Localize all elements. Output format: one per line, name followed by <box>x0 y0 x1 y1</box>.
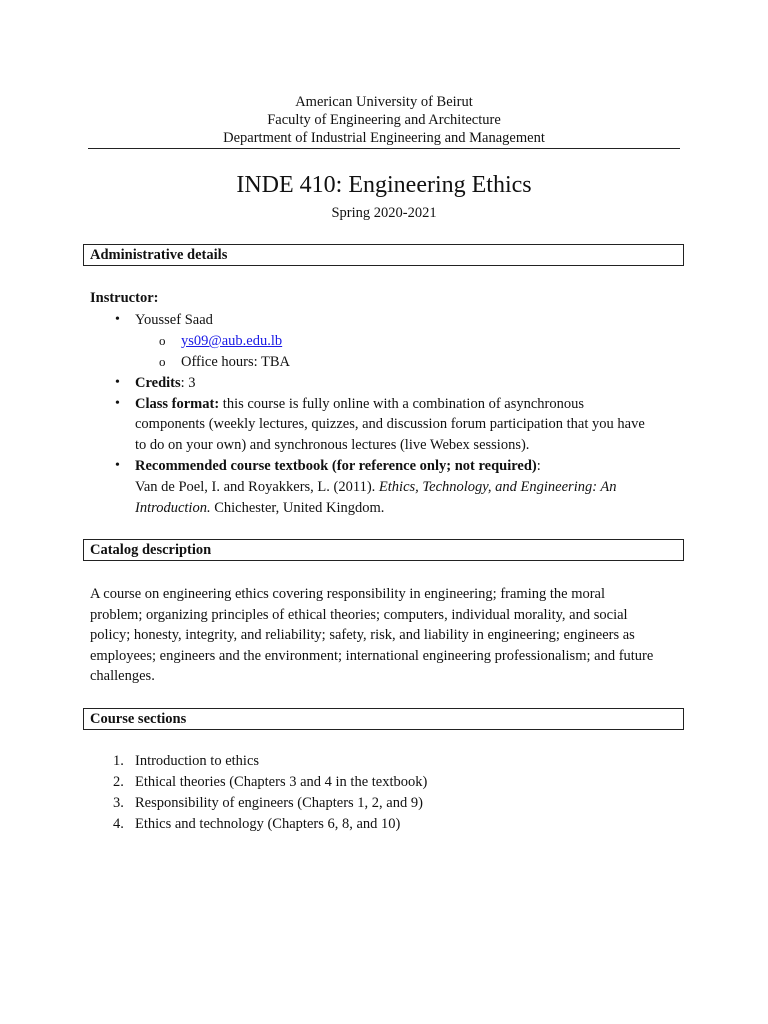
textbook-title-part-2: Introduction. <box>135 500 211 516</box>
class-format-label: Class format: <box>135 396 220 412</box>
class-format-line-2: components (weekly lectures, quizzes, and discussion forum participation that you have <box>135 416 645 432</box>
course-title: INDE 410: Engineering Ethics <box>236 172 532 198</box>
office-hours: Office hours: TBA <box>181 354 291 370</box>
class-format-text: this course is fully online with a combination of asynchronous <box>219 396 585 412</box>
institution-header <box>0 93 768 147</box>
credits-item <box>135 373 196 393</box>
instructor-label: Instructor: <box>90 290 159 306</box>
credits-value: : 3 <box>180 375 196 391</box>
class-format-line-3: to do on your own) and synchronous lectures (live Webex sessions). <box>135 437 530 453</box>
department-name: Department of Industrial Engineering and Management <box>223 130 545 146</box>
section-number: 4. <box>113 816 124 832</box>
section-number: 1. <box>113 753 124 769</box>
instructor-email-link[interactable] <box>181 331 282 351</box>
catalog-line: employees; engineers and the environment; international engineering professionalism; and future <box>90 647 654 664</box>
section-item: Introduction to ethics <box>135 753 260 769</box>
section-heading-sections: Course sections <box>83 708 684 730</box>
email-link-text[interactable]: ys09@aub.edu.lb <box>181 333 283 349</box>
section-heading-catalog: Catalog description <box>83 539 684 561</box>
textbook-place: Chichester, United Kingdom. <box>210 500 385 516</box>
bullet-icon: • <box>115 396 120 411</box>
section-heading-admin: Administrative details <box>83 244 684 266</box>
section-item: Ethics and technology (Chapters 6, 8, and 10) <box>135 816 401 832</box>
catalog-line: challenges. <box>90 668 155 685</box>
section-number: 3. <box>113 795 124 811</box>
university-name: American University of Beirut <box>295 94 473 110</box>
faculty-name: Faculty of Engineering and Architecture <box>267 112 501 128</box>
textbook-label: Recommended course textbook (for reference only; not required) <box>135 458 537 474</box>
section-item: Ethical theories (Chapters 3 and 4 in the textbook) <box>135 774 428 790</box>
bullet-icon: • <box>115 312 120 327</box>
bullet-icon: • <box>115 458 120 473</box>
textbook-citation-line-1 <box>135 477 617 497</box>
textbook-title-part-1: Ethics, Technology, and Engineering: An <box>378 479 617 495</box>
textbook-authors: Van de Poel, I. and Royakkers, L. (2011). <box>135 479 379 495</box>
textbook-colon: : <box>536 458 541 474</box>
class-format-line-1 <box>135 394 584 414</box>
textbook-heading <box>135 456 541 476</box>
section-item: Responsibility of engineers (Chapters 1, 2, and 9) <box>135 795 423 811</box>
credits-label: Credits <box>135 375 181 391</box>
catalog-description <box>90 584 690 687</box>
catalog-line: problem; organizing principles of ethical theories; computers, individual morality, and social <box>90 606 628 623</box>
header-divider <box>88 148 680 149</box>
catalog-line: A course on engineering ethics covering responsibility in engineering; framing the moral <box>90 586 606 602</box>
section-number: 2. <box>113 774 124 790</box>
sub-bullet-icon: o <box>159 354 166 369</box>
catalog-line: policy; honesty, integrity, and reliability; safety, risk, and liability in engineering; engineers as <box>90 627 635 644</box>
course-term: Spring 2020-2021 <box>331 205 437 221</box>
textbook-citation-line-2 <box>135 498 384 518</box>
instructor-name: Youssef Saad <box>135 312 213 328</box>
sub-bullet-icon: o <box>159 333 166 348</box>
bullet-icon: • <box>115 375 120 390</box>
